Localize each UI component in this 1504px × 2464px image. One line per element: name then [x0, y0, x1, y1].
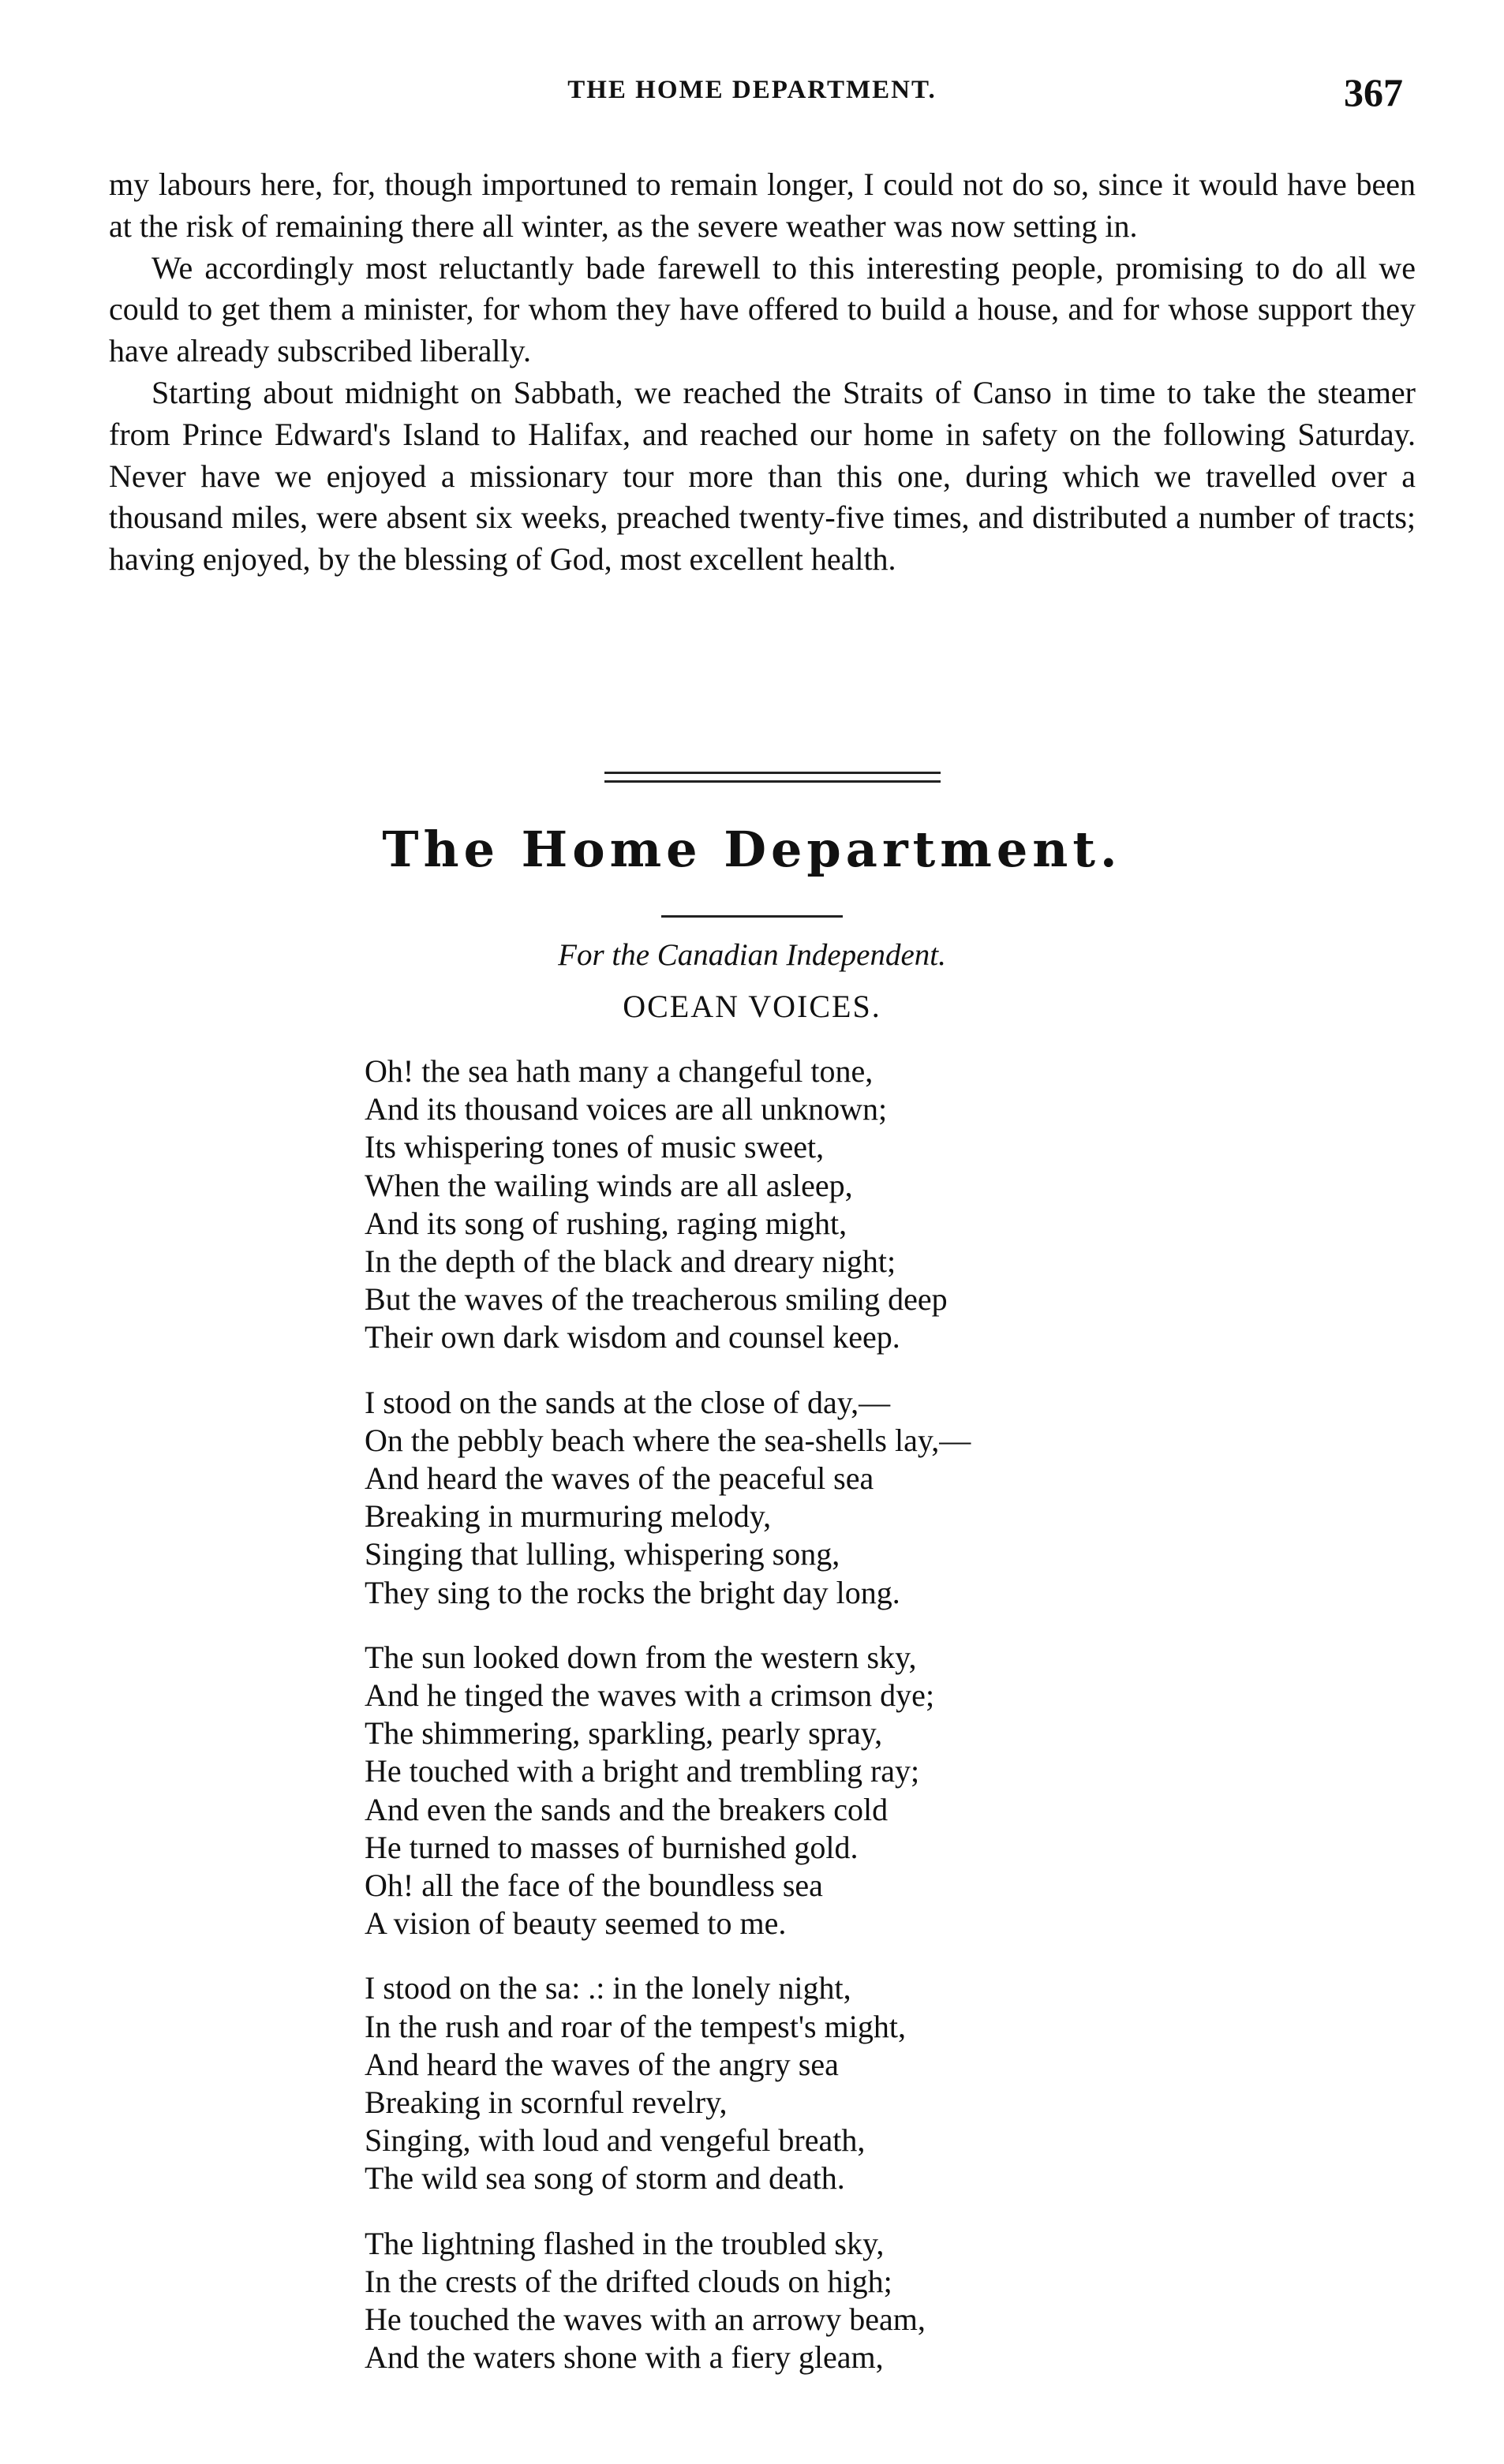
running-title: THE HOME DEPARTMENT.: [567, 76, 937, 104]
poem-line: Singing, with loud and vengeful breath,: [365, 2122, 866, 2159]
poem-line: On the pebbly beach where the sea-shells lay,—: [365, 1422, 971, 1458]
paragraph: my labours here, for, though importuned to remain longer, I could not do so, since it would have been at the risk of remaining there all winter, as the severe weather was now setting in.: [109, 166, 1416, 244]
paragraph: Starting about midnight on Sabbath, we reached the Straits of Canso in time to take the steamer from Prince Edward's Island to Halifax, and reached our home in safety on the following Saturday. Never have we enjoyed a missionary tour more than this one, during which we travelled over a thousand miles, were absent six weeks, preached twenty-five times, and distributed a number of tracts; having enjoyed, by the blessing of God, most excellent health.: [109, 374, 1416, 578]
page-number: 367: [1344, 70, 1403, 114]
poem-line: The sun looked down from the western sky,: [365, 1639, 917, 1675]
poem-line: Breaking in scornful revelry,: [365, 2084, 728, 2121]
stanza: [365, 1969, 1390, 2197]
poem-line: The shimmering, sparkling, pearly spray,: [365, 1715, 883, 1752]
paragraph: We accordingly most reluctantly bade farewell to this interesting people, promising to do all we could to get them a minister, for whom they have offered to build a house, and for whose support they have already subscribed liberally.: [109, 249, 1416, 369]
poem-line: In the rush and roar of the tempest's might,: [365, 2008, 906, 2044]
poem-line: But the waves of the treacherous smiling deep: [365, 1281, 948, 1318]
poem-line: The wild sea song of storm and death.: [365, 2160, 845, 2197]
page-header: [0, 70, 1504, 131]
poem-line: And heard the waves of the angry sea: [365, 2046, 839, 2082]
poem-line: And the waters shone with a fiery gleam,: [365, 2339, 884, 2376]
source-line: For the Canadian Independent.: [558, 938, 946, 972]
poem-line: I stood on the sa: .: in the lonely night,: [365, 1970, 851, 2006]
poem-line: In the crests of the drifted clouds on high;: [365, 2263, 892, 2299]
poem-line: And its song of rushing, raging might,: [365, 1205, 847, 1241]
poem-line: Oh! all the face of the boundless sea: [365, 1868, 823, 1904]
prose-section: [109, 164, 1416, 581]
poem-line: I stood on the sands at the close of day,—: [365, 1384, 891, 1420]
stanza: [365, 1639, 1390, 1943]
poem-line: Breaking in murmuring melody,: [365, 1498, 772, 1535]
poem-line: In the depth of the black and dreary night;: [365, 1243, 896, 1280]
stanza: [365, 2225, 1390, 2377]
poem-line: He touched with a bright and trembling ray;: [365, 1753, 920, 1789]
poem-line: When the wailing winds are all asleep,: [365, 1167, 853, 1203]
poem-line: He touched the waves with an arrowy beam,: [365, 2301, 926, 2338]
poem-line: Its whispering tones of music sweet,: [365, 1129, 825, 1165]
poem-line: Singing that lulling, whispering song,: [365, 1536, 840, 1572]
poem-line: Oh! the sea hath many a changeful tone,: [365, 1053, 874, 1089]
poem-line: A vision of beauty seemed to me.: [365, 1905, 787, 1942]
section-divider: [604, 772, 941, 783]
poem: [365, 1053, 1390, 2404]
poem-line: And even the sands and the breakers cold: [365, 1791, 889, 1827]
poem-line: And heard the waves of the peaceful sea: [365, 1460, 874, 1497]
stanza: [365, 1053, 1390, 1357]
title-rule: [661, 915, 843, 918]
poem-title: OCEAN VOICES.: [623, 989, 881, 1024]
poem-line: And he tinged the waves with a crimson dye;: [365, 1677, 935, 1714]
poem-line: They sing to the rocks the bright day long.: [365, 1574, 900, 1610]
poem-line: Their own dark wisdom and counsel keep.: [365, 1319, 900, 1355]
poem-line: And its thousand voices are all unknown;: [365, 1091, 888, 1127]
poem-line: The lightning flashed in the troubled sky,: [365, 2225, 885, 2261]
poem-line: He turned to masses of burnished gold.: [365, 1829, 859, 1865]
section-title: The Home Department.: [382, 821, 1122, 878]
stanza: [365, 1384, 1390, 1612]
